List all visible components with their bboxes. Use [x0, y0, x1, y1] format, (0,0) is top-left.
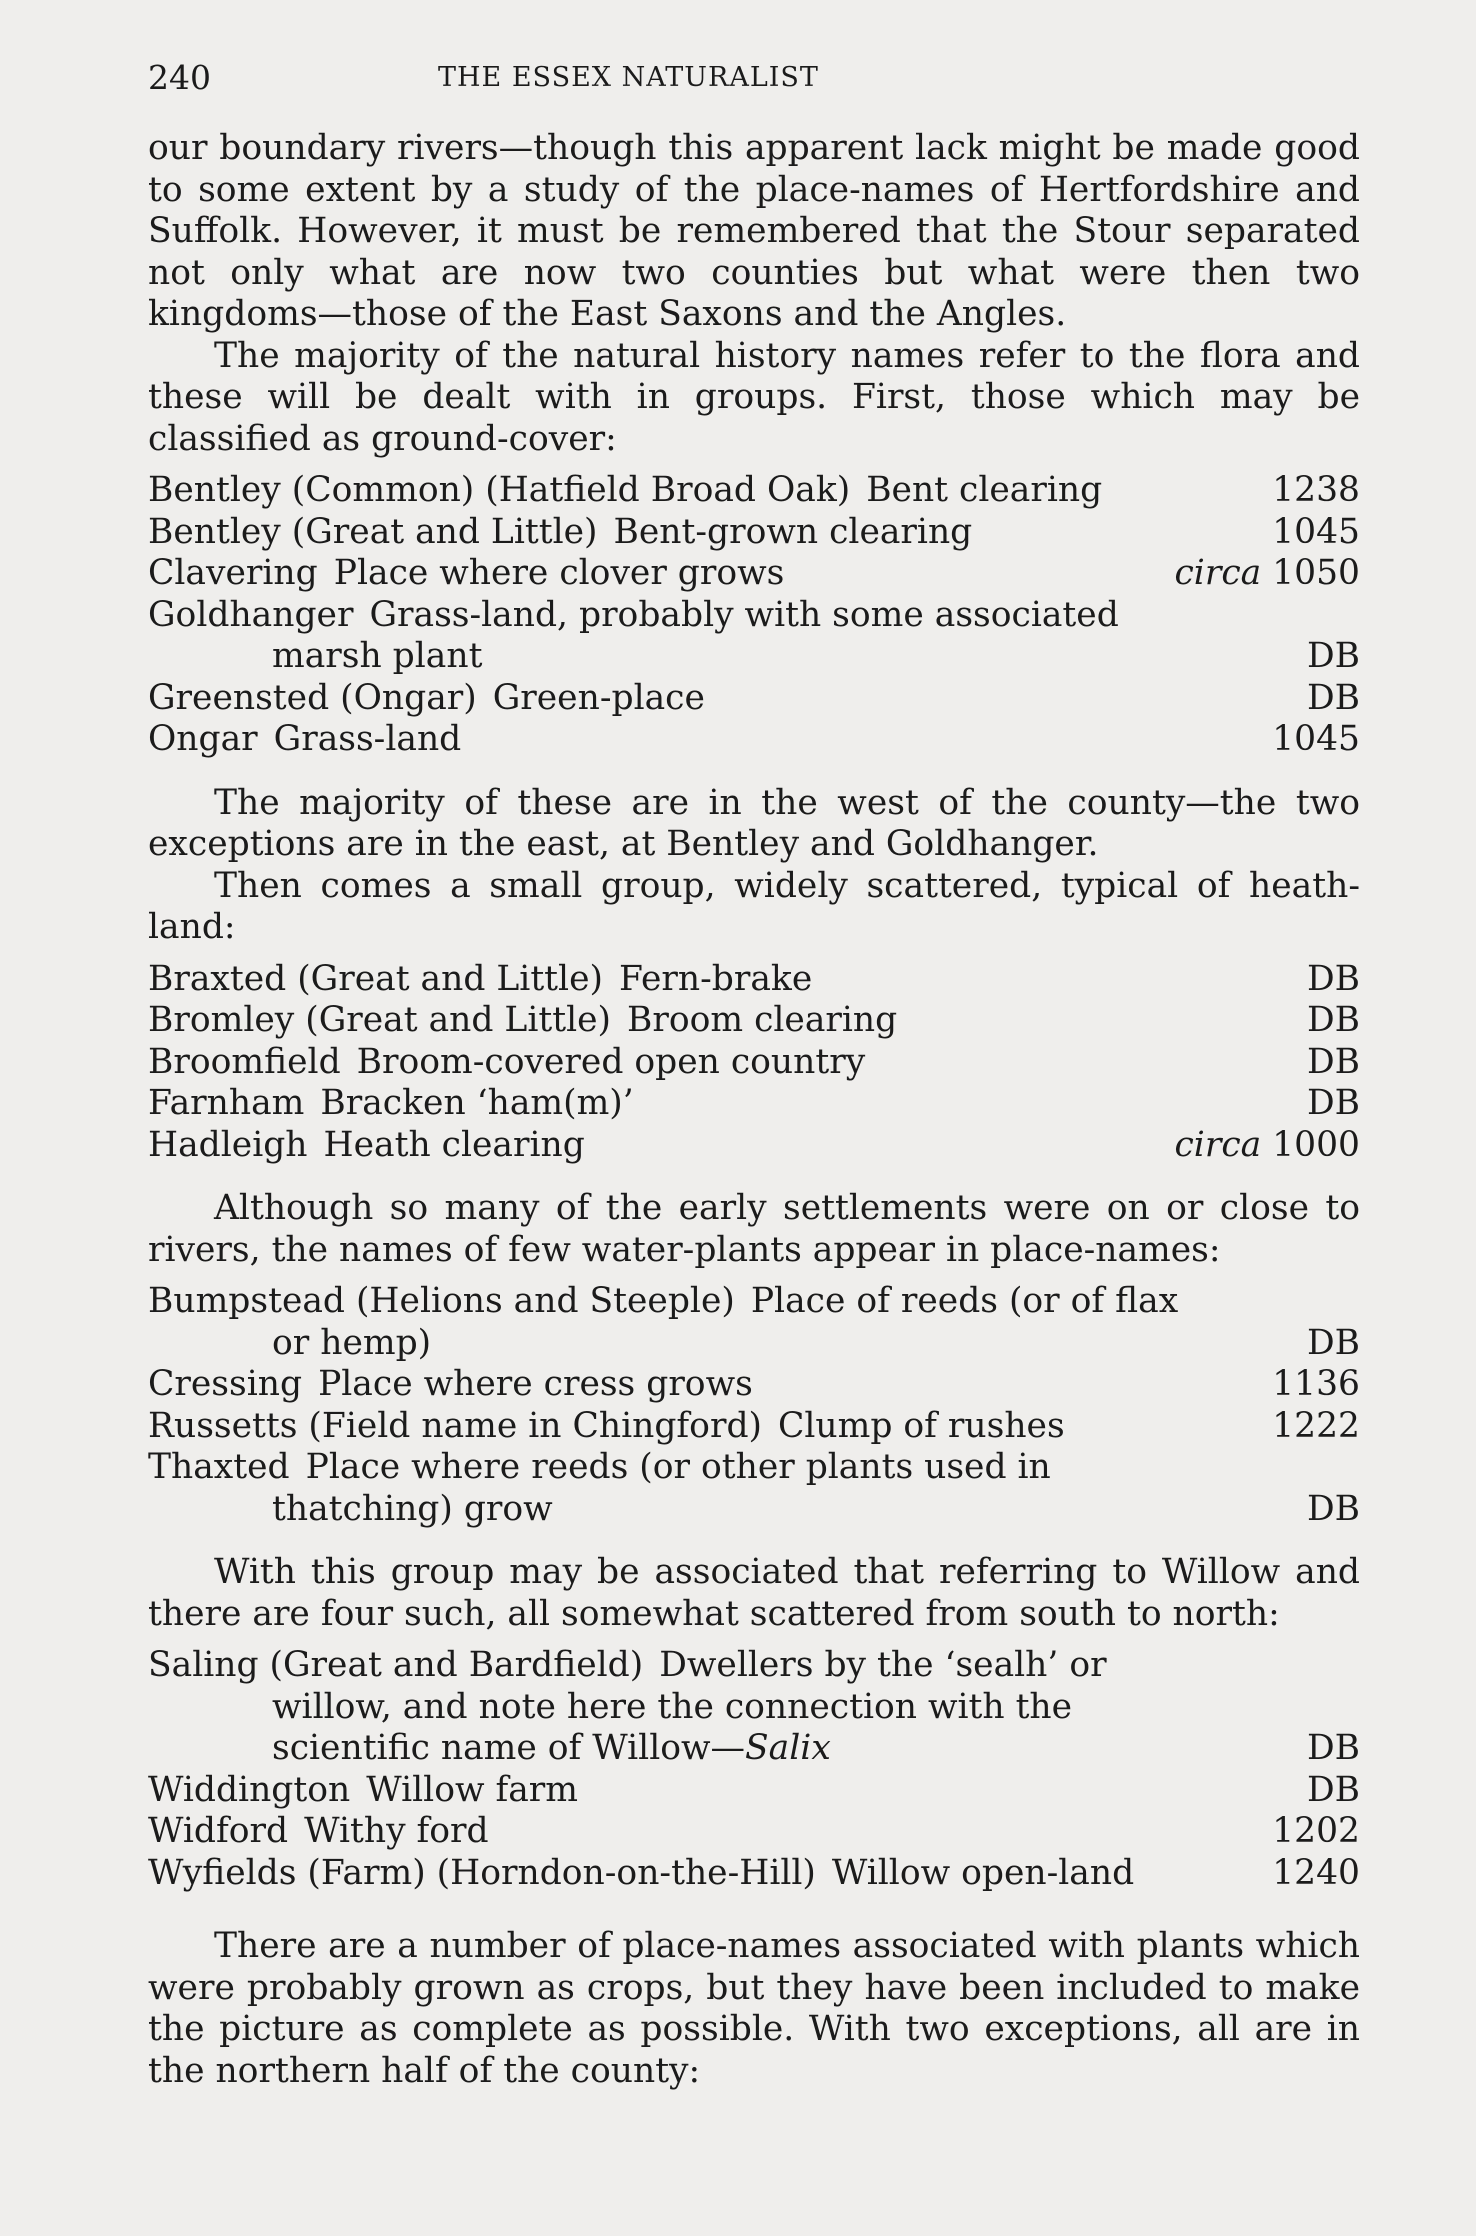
place-name: Braxted (Great and Little) [148, 958, 603, 999]
willow-list [148, 1645, 1360, 1894]
place-date: DB [1306, 636, 1360, 676]
list-item [148, 1281, 1360, 1364]
page-number: 240 [148, 58, 211, 97]
place-name: Wyfields (Farm) (Horndon-on-the-Hill) [148, 1852, 816, 1893]
place-meaning: Place where clover grows [333, 553, 785, 593]
paragraph: our boundary rivers—though this apparent lack might be made good to some extent by a study of the place-names of Hertfordshire and Suffolk. However, it must be remembered that the Stour separated not only what are now two counties but what were then two kingdoms—those of the East Saxons and the Angles. [148, 128, 1360, 334]
place-date: DB [1306, 958, 1360, 999]
place-meaning: Heath clearing [323, 1124, 585, 1165]
paragraph: With this group may be associated that referring to Willow and there are four such, all somewhat scattered from south to north: [148, 1552, 1360, 1634]
place-date: DB [1306, 1083, 1360, 1123]
paragraph: The majority of these are in the west of the county—the two exceptions are in the east, at Bentley and Goldhanger. [148, 782, 1360, 864]
place-date: 1222 [1272, 1405, 1360, 1446]
place-meaning: Clump of rushes [778, 1405, 1065, 1446]
list-item [148, 1125, 1360, 1167]
place-date: DB [1306, 1000, 1360, 1040]
place-meaning: Bent-grown clearing [613, 511, 973, 552]
list-item [148, 470, 1360, 512]
place-name: Thaxted [148, 1447, 290, 1487]
running-head: THE ESSEX NATURALIST [438, 62, 819, 93]
place-name: Widdington [148, 1769, 351, 1810]
place-name: Bentley (Common) (Hatfield Broad Oak) [148, 470, 851, 510]
place-date: 1136 [1272, 1364, 1360, 1404]
place-meaning: Willow farm [366, 1769, 579, 1810]
place-name: Widford [148, 1811, 289, 1851]
list-item [148, 512, 1360, 554]
place-name: Hadleigh [148, 1124, 308, 1165]
list-item [148, 1853, 1360, 1895]
place-meaning: Grass-land, probably with some associated marsh plant [272, 594, 1119, 676]
place-date: circa 1050 [1174, 553, 1360, 593]
place-meaning: Green-place [492, 677, 705, 718]
place-date: 1045 [1272, 511, 1360, 552]
place-date: DB [1306, 1322, 1360, 1363]
place-name: Bromley (Great and Little) [148, 1000, 611, 1040]
heathland-list [148, 959, 1360, 1167]
list-item [148, 1364, 1360, 1406]
place-meaning: Place where cress grows [318, 1364, 753, 1404]
place-date: 1045 [1272, 719, 1360, 759]
latin-name: Salix [745, 1728, 831, 1768]
place-name: Russetts (Field name in Chingford) [148, 1405, 762, 1446]
place-name: Saling (Great and Bardfield) [148, 1645, 644, 1685]
list-item [148, 1406, 1360, 1448]
place-name: Goldhanger [148, 594, 354, 635]
list-item [148, 1000, 1360, 1042]
place-meaning: Broom-covered open country [356, 1041, 866, 1082]
place-name: Ongar [148, 719, 258, 759]
paragraph: There are a number of place-names associated with plants which were probably grown as crops, but they have been included to make the picture as complete as possible. With two exceptions, all are in the northern half of the county: [148, 1926, 1360, 2091]
place-name: Bentley (Great and Little) [148, 511, 598, 552]
list-item [148, 595, 1360, 678]
place-name: Greensted (Ongar) [148, 677, 477, 718]
place-meaning: Grass-land [273, 719, 462, 759]
place-meaning: Dwellers by the ‘sealh’ or willow, and note here the connection with the scientific name of Willow—Salix [272, 1645, 1107, 1768]
place-date: DB [1306, 1728, 1360, 1768]
body-text [148, 128, 1360, 2092]
place-date: 1240 [1272, 1852, 1360, 1893]
paragraph: The majority of the natural history names refer to the flora and these will be dealt with in groups. First, those which may be classified as ground-cover: [148, 335, 1360, 459]
list-item [148, 1083, 1360, 1125]
place-meaning: Bracken ‘ham(m)’ [320, 1083, 634, 1123]
place-name: Farnham [148, 1083, 305, 1123]
place-date: DB [1306, 1041, 1360, 1082]
list-item [148, 1447, 1360, 1530]
list-item [148, 959, 1360, 1001]
list-item [148, 678, 1360, 720]
place-date: circa 1000 [1174, 1124, 1360, 1165]
place-meaning: Place of reeds (or of flax or hemp) [272, 1281, 1179, 1363]
paragraph: Then comes a small group, widely scattered, typical of heath-land: [148, 865, 1360, 947]
page-header [148, 58, 1358, 98]
place-date: 1238 [1272, 470, 1360, 510]
place-date: DB [1306, 677, 1360, 718]
place-meaning: Place where reeds (or other plants used in thatching) grow [272, 1447, 1051, 1529]
place-meaning: Bent clearing [866, 470, 1103, 510]
place-meaning: Withy ford [304, 1811, 489, 1851]
list-item [148, 1042, 1360, 1084]
place-name: Cressing [148, 1364, 303, 1404]
list-item [148, 1811, 1360, 1853]
place-date: DB [1306, 1488, 1360, 1529]
place-meaning: Broom clearing [627, 1000, 898, 1040]
paragraph: Although so many of the early settlements were on or close to rivers, the names of few water-plants appear in place-names: [148, 1188, 1360, 1270]
list-item [148, 1770, 1360, 1812]
place-name: Broomfield [148, 1041, 341, 1082]
place-name: Bumpstead (Helions and Steeple) [148, 1281, 735, 1321]
place-name: Clavering [148, 553, 318, 593]
place-meaning: Fern-brake [618, 958, 813, 999]
place-date: DB [1306, 1769, 1360, 1810]
place-date: 1202 [1272, 1811, 1360, 1851]
list-item [148, 719, 1360, 761]
ground-cover-list [148, 470, 1360, 761]
water-plants-list [148, 1281, 1360, 1530]
list-item [148, 1645, 1360, 1770]
list-item [148, 553, 1360, 595]
place-meaning: Willow open-land [831, 1852, 1135, 1893]
